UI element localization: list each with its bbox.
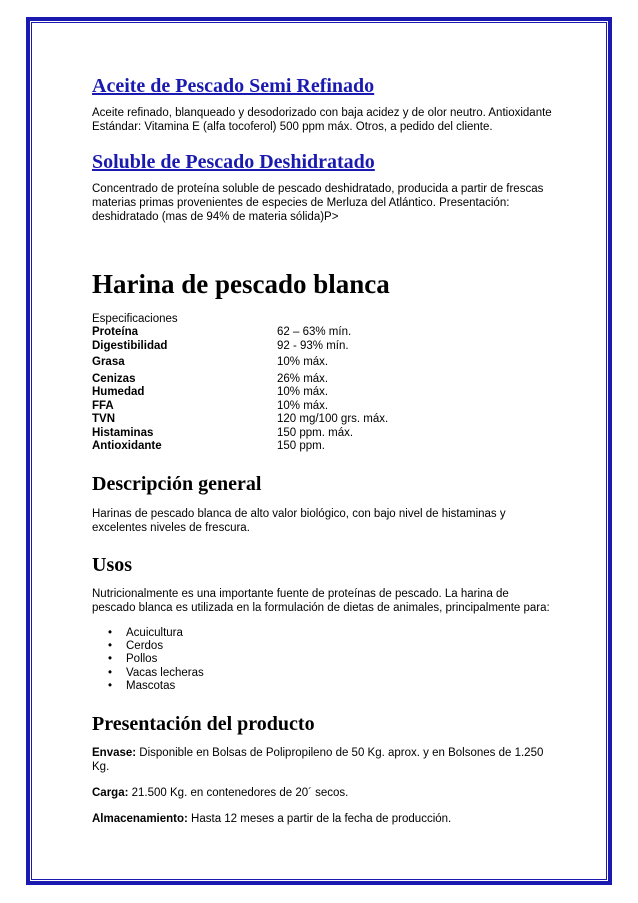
spec-row <box>92 427 388 441</box>
harina-title: Harina de pescado blanca <box>92 269 390 299</box>
document-content <box>92 74 552 826</box>
bullet-icon: • <box>108 653 113 666</box>
spec-value: 120 mg/100 grs. máx. <box>277 413 389 425</box>
usos-title: Usos <box>92 553 133 576</box>
spec-value: 10% máx. <box>277 399 329 412</box>
spec-value: 26% máx. <box>277 372 329 385</box>
list-item-label: Acuicultura <box>126 626 183 639</box>
spec-row <box>92 326 388 340</box>
descripcion-text: Harinas de pescado blanca de alto valor biológico, con bajo nivel de histaminas y excelentes niveles de frescura. <box>92 507 506 534</box>
specs-label: Especificaciones <box>92 313 178 325</box>
descripcion-title: Descripción general <box>92 472 262 495</box>
list-item <box>92 627 552 640</box>
spec-value: 150 ppm. <box>277 440 325 452</box>
spec-row <box>92 400 388 414</box>
spec-name: Humedad <box>92 386 145 398</box>
list-item <box>92 640 552 653</box>
list-item-label: Cerdos <box>126 639 164 652</box>
spec-value: 92 - 93% mín. <box>277 339 349 352</box>
spec-row <box>92 340 388 354</box>
usos-text: Nutricionalmente es una importante fuente de proteínas de pescado. La harina de pescado blanca es utilizada en la formulación de dietas de animales, principalmente para: <box>92 587 550 614</box>
bullet-icon: • <box>108 680 113 693</box>
spec-row <box>92 440 388 454</box>
spec-name: Antioxidante <box>92 440 162 452</box>
bullet-icon: • <box>108 666 113 679</box>
bullet-icon: • <box>108 639 113 652</box>
spec-name: Grasa <box>92 356 125 368</box>
list-item-label: Vacas lecheras <box>126 666 204 679</box>
spec-name: Proteína <box>92 326 139 338</box>
spec-value: 150 ppm. máx. <box>277 426 354 439</box>
spec-name: FFA <box>92 399 114 412</box>
presentacion-title: Presentación del producto <box>92 712 315 735</box>
spec-name: Cenizas <box>92 372 136 385</box>
list-item <box>92 667 552 680</box>
specs-table <box>92 326 388 454</box>
almacenamiento-label: Almacenamiento: <box>92 812 188 825</box>
aceite-text: Aceite refinado, blanqueado y desodorizado con baja acidez y de olor neutro. Antioxidante Estándar: Vitamina E (alfa tocoferol) 500 ppm máx. Otros, a pedido del cliente. <box>92 107 552 133</box>
spec-row <box>92 413 388 427</box>
bullet-icon: • <box>108 626 113 639</box>
spec-value: 62 – 63% mín. <box>277 326 352 338</box>
list-item-label: Pollos <box>126 653 158 666</box>
spec-name: TVN <box>92 413 115 425</box>
almacenamiento-text: Hasta 12 meses a partir de la fecha de producción. <box>187 812 452 825</box>
list-item-label: Mascotas <box>126 680 176 693</box>
carga-text: 21.500 Kg. en contenedores de 20´ secos. <box>128 786 349 799</box>
spec-row <box>92 353 388 373</box>
envase-label: Envase: <box>92 746 137 759</box>
aceite-title: Aceite de Pescado Semi Refinado <box>92 75 375 97</box>
spec-row <box>92 386 388 400</box>
almacenamiento-line <box>92 812 552 826</box>
list-item <box>92 653 552 666</box>
envase-line <box>92 746 552 774</box>
carga-label: Carga: <box>92 786 129 799</box>
spec-name: Digestibilidad <box>92 339 168 352</box>
spec-value: 10% máx. <box>277 386 329 398</box>
usos-list <box>92 627 552 694</box>
spec-name: Histaminas <box>92 426 154 439</box>
envase-text: Disponible en Bolsas de Polipropileno de 50 Kg. aprox. y en Bolsones de 1.250 Kg. <box>92 746 544 773</box>
carga-line <box>92 786 552 800</box>
soluble-text: Concentrado de proteína soluble de pescado deshidratado, producida a partir de frescas materias primas provenientes de especies de Merluza del Atlántico. Presentación: deshidratado (mas de 94% de materia sólida)P> <box>92 183 544 223</box>
soluble-title: Soluble de Pescado Deshidratado <box>92 151 375 173</box>
spec-value: 10% máx. <box>277 356 329 368</box>
spec-row <box>92 373 388 387</box>
list-item <box>92 680 552 693</box>
